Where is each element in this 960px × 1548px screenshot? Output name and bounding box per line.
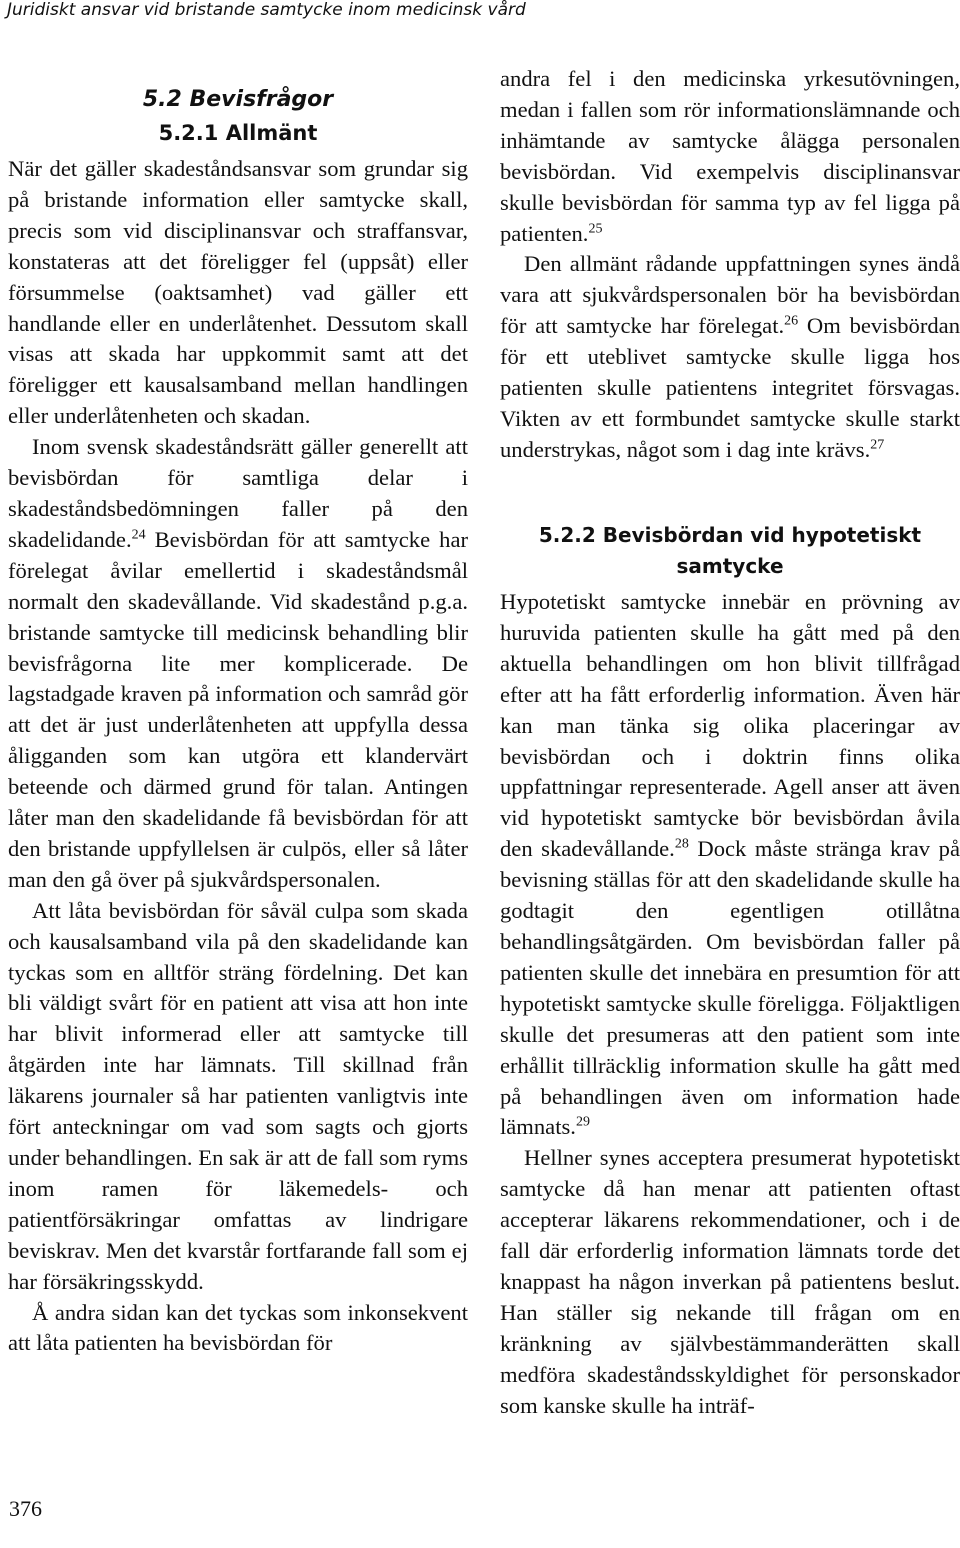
section-heading: 5.2 Bevisfrågor: [142, 87, 334, 112]
subsection-heading-1: 5.2.1 Allmänt: [158, 121, 318, 145]
paragraph: Å andra sidan kan det tyckas som inkonsekvent att låta patienten ha bevisbördan för: [8, 1299, 468, 1356]
paragraph: andra fel i den medicinska yrkesutövningen, medan i fallen som rör informationslämnande och inhämtande av samtycke ålägga personalen bevisbördan. Vid exempelvis disciplinansvar skulle bevisbördan för samma typ av fel ligga på patienten.$^{25}$: [500, 66, 960, 246]
running-head: Juridiskt ansvar vid bristande samtycke inom medicinsk vård: [7, 0, 526, 20]
footnote-ref: 28: [674, 836, 689, 852]
footnote-ref: 24: [131, 527, 146, 543]
footnote-ref: 29: [575, 1114, 590, 1130]
paragraph: Hellner synes acceptera presumerat hypotetiskt samtycke då han menar att patienten oftast accepterar läkarens rekommendationer, och i de fall där erforderlig information lämnats torde det knappast ha någon inverkan på patientens beslut. Han ställer sig nekande till frågan om en kränkning av självbestämmanderätten skall medföra skadeståndsskyldighet för personskador som kanske skulle ha inträf-: [500, 1145, 960, 1418]
page-number: 376: [9, 1496, 42, 1521]
footnote-ref: 27: [870, 437, 885, 453]
subsection-heading-2: 5.2.2 Bevisbördan vid hypotetiskt samtycke: [538, 523, 922, 578]
paragraph: Den allmänt rådande uppfattningen synes ändå vara att sjukvårdspersonalen bör ha bevisbördan för att samtycke har förelegat.$^{26}$ Om bevisbördan för ett uteblivet samtycke skulle ligga hos patienten skulle patientens integritet försvagas. Vikten av ett formbundet samtycke skulle starkt understrykas, något som i dag inte krävs.$^{27}$: [500, 251, 960, 462]
footnote-ref: 26: [784, 313, 799, 329]
left-body: [8, 154, 468, 1359]
paragraph: Att låta bevisbördan för såväl culpa som skada och kausalsamband vila på den skadelidande kan tyckas som en alltför sträng fördelning. Det kan bli väldigt svårt för en patient att visa att hon inte har blivit informerad eller att samtycke till åtgärden inte har lämnats. Till skillnad från läkarens journaler så har patienten vanligtvis inte fört anteckningar om vad som sagts och gjorts under behandlingen. En sak är att de fall som ryms inom ramen för läkemedels- och patientförsäkringar omfattas av lindrigare beviskrav. Men det kvarstår fortfarande fall som ej har försäkringsskydd.: [8, 897, 468, 1294]
paragraph: Inom svensk skadeståndsrätt gäller generellt att bevisbördan för samtliga delar i skadeståndsbedömningen faller på den skadelidande.$^{24}$ Bevisbördan för att samtycke har förelegat åvilar emellertid i skadeståndsmål normalt den skadevållande. Vid skadestånd p.g.a. bristande samtycke till medicinsk behandling blir bevisfrågorna lite mer komplicerade. De lagstadgade kraven på information och samråd gör att det är just underlåtenheten att uppfylla dessa åligganden som kan utgöra ett klandervärt beteende och därmed grund för talan. Antingen låter man den skadelidande få bevisbördan för att den bristande uppfyllelsen är culpös, eller så låter man den gå över på sjukvårdspersonalen.: [8, 434, 468, 892]
footnote-ref: 25: [588, 221, 603, 236]
right-body-bottom: [500, 587, 960, 1421]
right-body-top: [500, 64, 960, 466]
paragraph: När det gäller skadeståndsansvar som grundar sig på bristande information eller samtycke skall, precis som vid disciplinansvar och straffansvar, konstateras att det föreligger fel (uppsåt) eller försummelse (oaktsamhet) vad gäller ett handlande eller en underlåtenhet. Dessutom skall visas att skada har uppkommit samt att det föreligger ett kausalsamband mellan handlingen eller underlåtenheten och skadan.: [8, 156, 468, 429]
paragraph: Hypotetiskt samtycke innebär en prövning av huruvida patienten skulle ha gått med på den aktuella behandlingen om hon blivit tillfrågad efter att ha fått erforderlig information. Även här kan man tänka sig olika placeringar av bevisbördan och i doktrin finns olika uppfattningar representerade. Agell anser att även vid hypotetiskt samtycke bör bevisbördan åvila den skadevållande.$^{28}$ Dock måste stränga krav på bevisning ställas för att den skadelidande skulle ha godtagit den egentligen otillåtna behandlingsåtgärden. Om bevisbördan faller på patienten skulle det innebära en presumtion för att hypotetiskt samtycke skulle föreligga. Följaktligen skulle det presumeras att den patient som inte erhållit tillräcklig information skulle ha gått med på behandlingen även om information hade lämnats.$^{29}$: [500, 589, 960, 1140]
